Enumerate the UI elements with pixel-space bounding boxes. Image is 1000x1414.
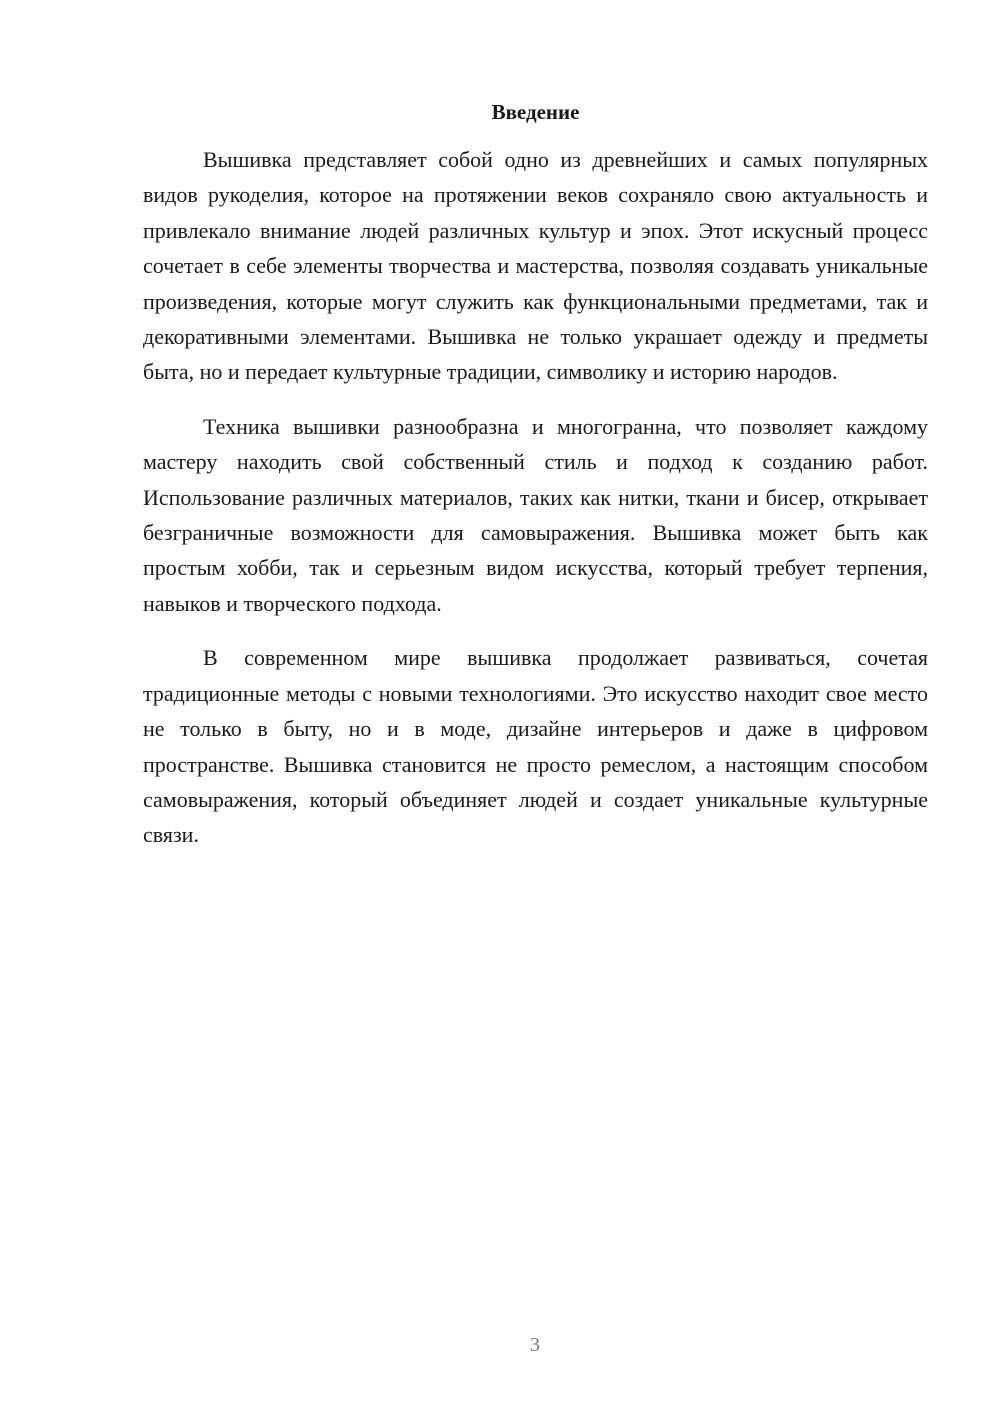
- paragraph-2: Техника вышивки разнообразна и многогранна, что позволяет каждому мастеру находить свой собственный стиль и подход к созданию работ. Использование различных материалов, таких как нитки, ткани и бисер, открывает безграничные возможности для самовыражения. Вышивка может быть как простым хобби, так и серьезным видом искусства, который требует терпения, навыков и творческого подхода.: [143, 413, 928, 616]
- page-title: Введение: [491, 100, 580, 124]
- paragraph-3: В современном мире вышивка продолжает развиваться, сочетая традиционные методы с новыми технологиями. Это искусство находит свое место не только в быту, но и в моде, дизайне интерьеров и даже в цифровом пространстве. Вышивка становится не просто ремеслом, а настоящим способом самовыражения, который объединяет людей и создает уникальные культурные связи.: [143, 645, 928, 848]
- body-text: [143, 142, 928, 872]
- page-number: 3: [530, 1334, 540, 1356]
- paragraph-1: Вышивка представляет собой одно из древнейших и самых популярных видов рукоделия, которое на протяжении веков сохраняло свою актуальность и привлекало внимание людей различных культур и эпох. Этот искусный процесс сочетает в себе элементы творчества и мастерства, позволяя создавать уникальные произведения, которые могут служить как функциональными предметами, так и декоративными элементами. Вышивка не только украшает одежду и предметы быта, но и передает культурные традиции, символику и историю народов.: [143, 147, 928, 385]
